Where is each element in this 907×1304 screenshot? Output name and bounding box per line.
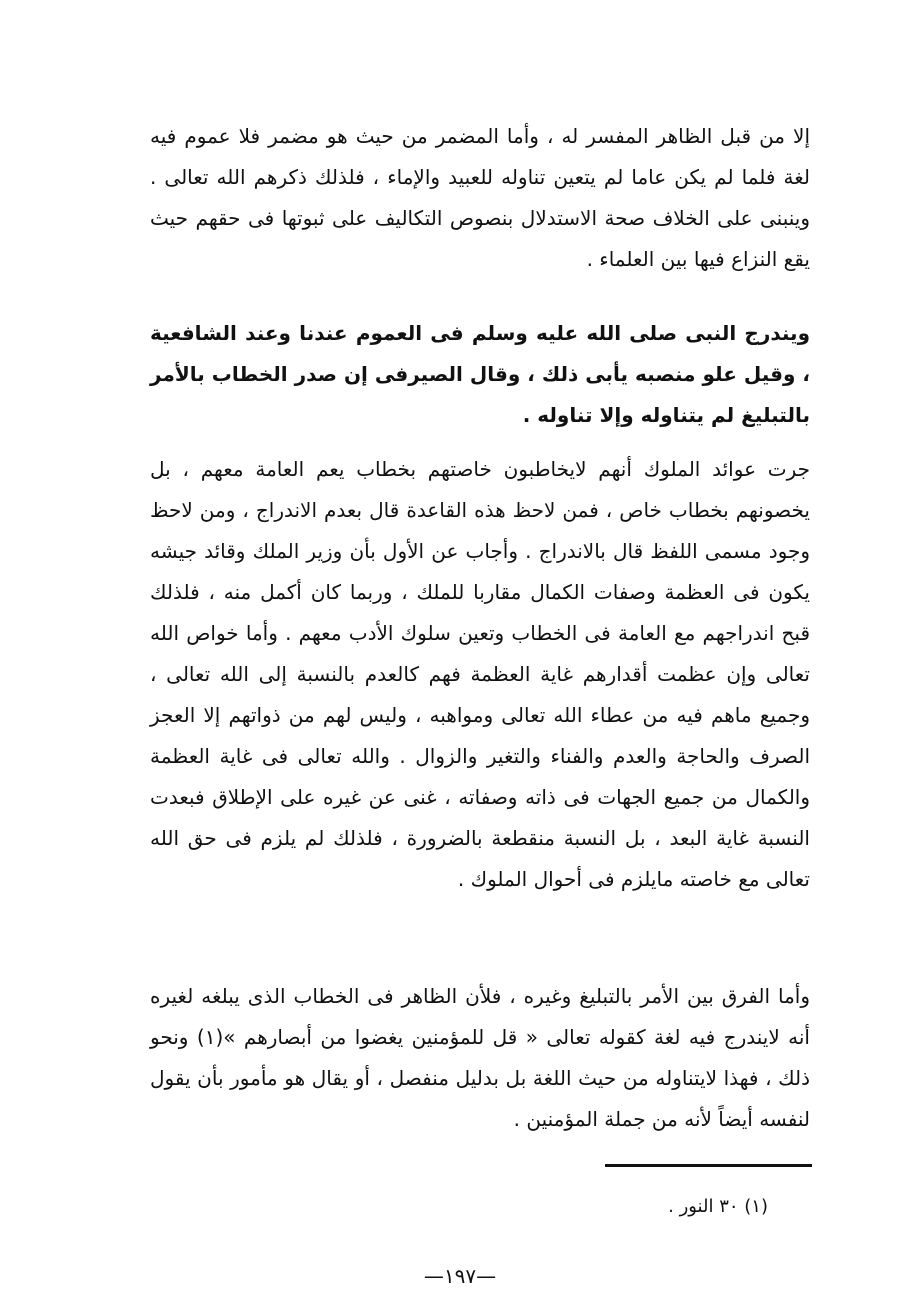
paragraph-2: ويندرج النبى صلى الله عليه وسلم فى العموم عندنا وعند الشافعية ، وقيل علو منصبه يأبى ذلك ، وقال الصيرفى إن صدر الخطاب بالأمر بالتبليغ لم يتناوله وإلا تناوله . xyxy=(150,321,810,427)
footnote-divider xyxy=(605,1164,812,1167)
paragraph-4: وأما الفرق بين الأمر بالتبليغ وغيره ، فلأن الظاهر فى الخطاب الذى يبلغه لغيره أنه لايندرج فيه لغة كقوله تعالى « قل للمؤمنين يغضوا من أبصارهم »(١) ونحو ذلك ، فهذا لايتناوله من حيث اللغة بل بدليل منفصل ، أو يقال هو مأمور بأن يقول لنفسه أيضاً لأنه من جملة المؤمنين . xyxy=(150,984,810,1131)
footnote: (١) ٣٠ النور . xyxy=(668,1196,768,1217)
paragraph-1: إلا من قبل الظاهر المفسر له ، وأما المضمر من حيث هو مضمر فلا عموم فيه لغة فلما لم يكن عاما لم يتعين تناوله للعبيد والإماء ، فلذلك ذكرهم الله تعالى . وينبنى على الخلاف صحة الاستدلال بنصوص التكاليف على ثبوتها فى حقهم حيث يقع النزاع فيها بين العلماء . xyxy=(150,124,810,271)
page-number: —١٩٧— xyxy=(423,1264,497,1288)
paragraph-3: جرت عوائد الملوك أنهم لايخاطبون خاصتهم بخطاب يعم العامة معهم ، بل يخصونهم بخطاب خاص ، فمن لاحظ هذه القاعدة قال بعدم الاندراج ، ومن لاحظ وجود مسمى اللفظ قال بالاندراج . وأجاب عن الأول بأن وزير الملك وقائد جيشه يكون فى العظمة وصفات الكمال مقاربا للملك ، وربما كان أكمل منه ، فلذلك قبح اندراجهم مع العامة فى الخطاب وتعين سلوك الأدب معهم . وأما خواص الله تعالى وإن عظمت أقدارهم غاية العظمة فهم كالعدم بالنسبة إلى الله تعالى ، وجميع ماهم فيه من عطاء الله تعالى ومواهبه ، وليس لهم من ذواتهم إلا العجز الصرف والحاجة والعدم والفناء والتغير والزوال . والله تعالى فى غاية العظمة والكمال من جميع الجهات فى ذاته وصفاته ، غنى عن غيره على الإطلاق فبعدت النسبة غاية البعد ، بل النسبة منقطعة بالضرورة ، فلذلك لم يلزم فى حق الله تعالى مع خاصته مايلزم فى أحوال الملوك . xyxy=(150,457,810,891)
